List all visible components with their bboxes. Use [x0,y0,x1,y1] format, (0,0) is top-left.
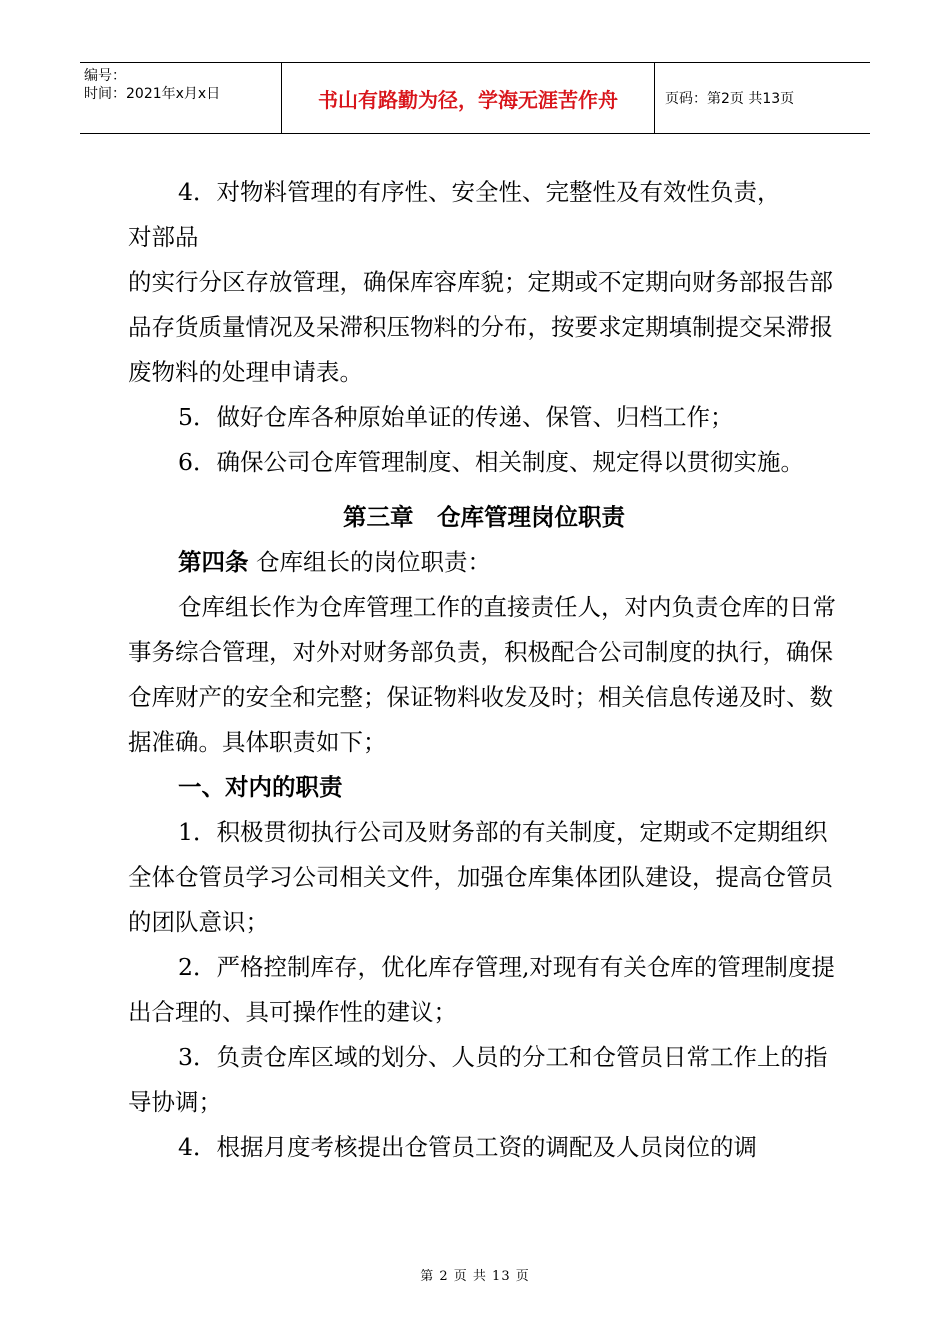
paragraph: 6．确保公司仓库管理制度、相关制度、规定得以贯彻实施。 [178,448,804,476]
list-item: 1．积极贯彻执行公司及财务部的有关制度，定期或不定期组织全体仓管员学习公司相关文件，加强仓库集体团队建设，提高仓管员的团队意识； [128,818,833,936]
serial-number-label: 编号： [84,68,126,84]
article-label: 第四条 [178,548,249,576]
list-item: 4．根据月度考核提出仓管员工资的调配及人员岗位的调 [178,1133,757,1161]
paragraph: 4．对物料管理的有序性、安全性、完整性及有效性负责， [178,178,781,206]
paragraph: 对部品 [128,223,199,251]
chapter-title: 第三章 仓库管理岗位职责 [343,503,625,531]
header-motto: 书山有路勤为径，学海无涯苦作舟 [318,87,618,112]
paragraph: 的实行分区存放管理，确保库容库貌；定期或不定期向财务部报告部品存货质量情况及呆滞积压物料的分布，按要求定期填制提交呆滞报废物料的处理申请表。 [128,268,833,386]
article-heading [128,540,840,585]
paragraph: 仓库组长作为仓库管理工作的直接责任人，对内负责仓库的日常事务综合管理，对外对财务部负责，积极配合公司制度的执行，确保仓库财产的安全和完整；保证物料收发及时；相关信息传递及时、数据准确。具体职责如下； [128,593,836,756]
list-item: 2．严格控制库存，优化库存管理,对现有有关仓库的管理制度提出合理的、具可操作性的建议； [128,953,835,1026]
date-label: 时间：2021年x月x日 [84,86,221,102]
document-body [128,170,840,1170]
header-meta [80,63,281,133]
page-header [80,62,870,134]
header-page-info: 页码：第2页 共13页 [665,91,795,107]
list-item: 3．负责仓库区域的划分、人员的分工和仓管员日常工作上的指导协调； [128,1043,828,1116]
paragraph: 5．做好仓库各种原始单证的传递、保管、归档工作； [178,403,734,431]
header-motto-cell [281,63,655,133]
article-text: 仓库组长的岗位职责： [248,548,491,576]
section-title: 一、对内的职责 [178,773,343,801]
page-footer: 第 2 页 共 13 页 [420,1269,530,1284]
